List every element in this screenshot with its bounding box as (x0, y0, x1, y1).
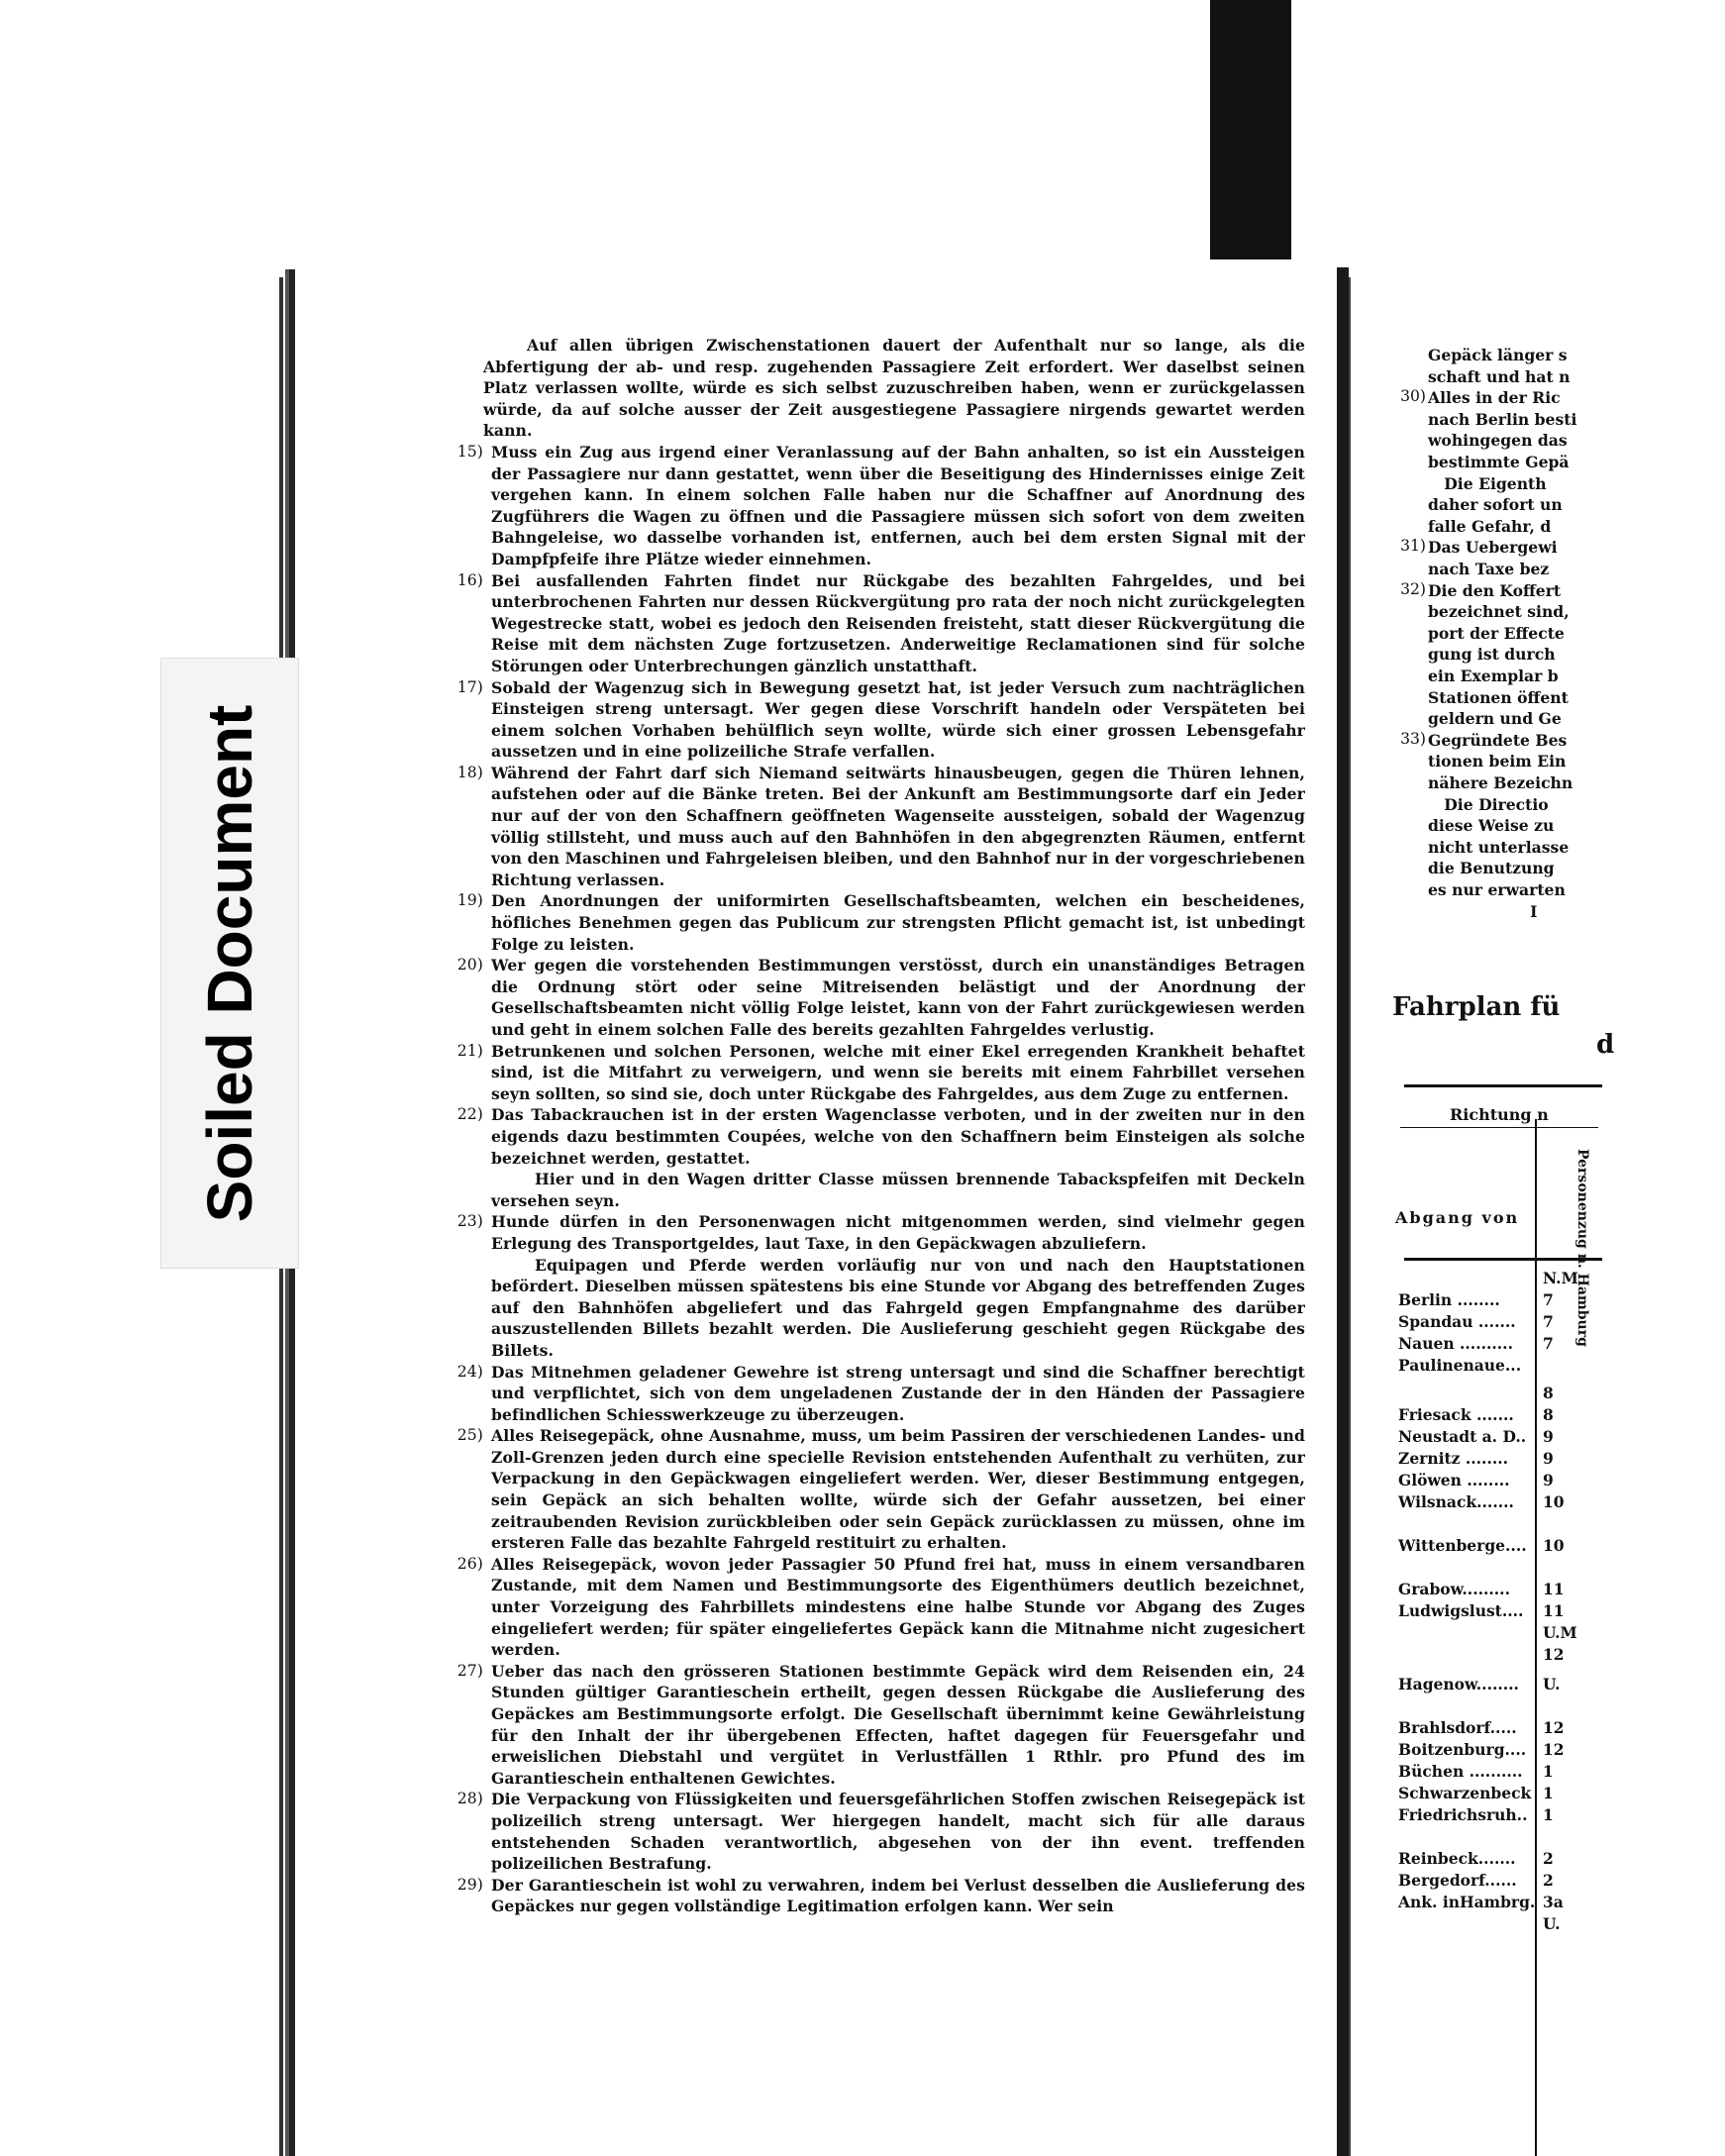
right-page-line: Die Eigenth (1428, 473, 1547, 493)
regulation-text: Den Anordnungen der uniformirten Gesellschaftsbeamten, welchen ein bescheidenes, höfliches Benehmen gegen das Publicum zur strengsten Pflicht gemacht ist, ist unbedingt Folge zu leisten. (491, 891, 1305, 954)
regulation-number: 24) (457, 1362, 483, 1381)
station-name: Ludwigslust.... (1398, 1601, 1524, 1620)
table-top-rule (1404, 1084, 1602, 1087)
departure-time: 12 (1543, 1645, 1565, 1664)
regulation-item (457, 1425, 1305, 1554)
station-name: Ank. inHambrg. (1398, 1893, 1536, 1911)
table-column-divider (1535, 1119, 1537, 2156)
left-page (289, 269, 1343, 2156)
right-page-line: ein Exemplar b (1428, 667, 1559, 685)
regulation-item (457, 1789, 1305, 1874)
regulation-number: 27) (457, 1661, 483, 1680)
departure-time: 10 (1543, 1492, 1565, 1511)
soiled-document-stamp (160, 658, 299, 1269)
departure-time: 1 (1543, 1784, 1554, 1802)
station-name: Paulinenaue... (1398, 1356, 1522, 1375)
book-gutter (1337, 267, 1349, 2156)
right-page (1349, 277, 1615, 2156)
right-page-line: nach Taxe bez (1428, 560, 1550, 578)
departure-time: 9 (1543, 1427, 1554, 1446)
departure-label: Abgang von (1395, 1208, 1520, 1227)
regulations-list (457, 442, 1305, 1917)
station-name: Boitzenburg.... (1398, 1740, 1527, 1759)
departure-time: 12 (1543, 1740, 1565, 1759)
station-name: Nauen .......... (1398, 1334, 1513, 1353)
right-page-line: diese Weise zu (1428, 816, 1555, 836)
station-name: Zernitz ........ (1398, 1449, 1509, 1468)
departure-time: U.M (1543, 1623, 1577, 1642)
departure-time: 1 (1543, 1805, 1554, 1824)
station-name: Glöwen ........ (1398, 1471, 1510, 1489)
regulation-item (457, 1211, 1305, 1361)
departure-time: 11 (1543, 1601, 1565, 1620)
regulation-text: Muss ein Zug aus irgend einer Veranlassung auf der Bahn anhalten, so ist ein Aussteigen der Passagiere nur dann gestattet, wenn über die Beseitigung des Hindernisses einige Zeit vergehen kann. In einem solchen Falle haben nur die Schaffner auf Anordnung des Zugführers die Wagen zu öffnen und die Passagiere müssen sich sofort von dem zweiten Bahngeleise, wo dasselbe vorhanden ist, entfernen, auch bei dem ersten Signal mit der Dampfpfeife ihre Plätze wieder einnehmen. (491, 442, 1305, 568)
departure-time: 8 (1543, 1384, 1554, 1402)
book-spine-shadow (1210, 0, 1291, 259)
regulation-text: Alles Reisegepäck, wovon jeder Passagier 50 Pfund frei hat, muss in einem versandbaren Zustande, mit dem Namen und Bestimmungsorte des Eigenthümers deutlich bezeichnet, unter Vorzeigung des Fahrbillets mindestens eine halbe Stunde vor Abgang des Zuges eingeliefert werden; für später eingeliefertes Gepäck kann die Mitnahme nicht zugesichert werden. (491, 1554, 1305, 1660)
right-page-line: bestimmte Gepä (1428, 453, 1570, 471)
station-name: Hagenow........ (1398, 1675, 1519, 1694)
regulation-text: Betrunkenen und solchen Personen, welche mit einer Ekel erregenden Krankheit behaftet sind, ist die Mitfahrt zu verweigern, und wenn sie bereits mit einem Fahrbillet versehen seyn sollten, so sind sie, doch unter Rückgabe des Fahrgeldes, aus dem Zuge zu entfernen. (491, 1041, 1305, 1103)
departure-time: 2 (1543, 1849, 1554, 1868)
timetable-direction: Richtung n (1450, 1105, 1549, 1124)
regulation-number: 21) (457, 1041, 483, 1060)
regulation-number: 30) (1400, 387, 1426, 406)
right-page-line: die Benutzung (1428, 859, 1555, 878)
station-name: Grabow......... (1398, 1580, 1510, 1598)
regulation-number: 20) (457, 956, 483, 975)
regulation-item (457, 955, 1305, 1040)
regulation-text: Wer gegen die vorstehenden Bestimmungen verstösst, durch ein unanständiges Betragen die Ordnung stört oder seine Mitreisenden belästigt und der Anordnung der Gesellschaftsbeamten nicht völlig Folge leistet, kann von der Fahrt zurückgewiesen werden und geht in einem solchen Falle des bereits gezahlten Fahrgeldes verlustig. (491, 956, 1305, 1039)
regulation-item (457, 1041, 1305, 1105)
departure-time: 10 (1543, 1536, 1565, 1555)
right-page-line: I (1428, 901, 1538, 921)
regulation-number: 16) (457, 570, 483, 589)
regulation-number: 32) (1400, 579, 1426, 598)
right-page-line: geldern und Ge (1428, 709, 1562, 729)
regulation-item (457, 1661, 1305, 1790)
table-header-rule (1400, 1127, 1598, 1128)
right-page-line: nähere Bezeichn (1428, 773, 1573, 792)
regulation-number: 18) (457, 763, 483, 781)
departure-time: 9 (1543, 1449, 1554, 1468)
column-header-train: Personenzug n. Hamburg (1574, 1149, 1590, 1347)
regulation-text: Das Tabackrauchen ist in der ersten Wagenclasse verboten, und in der zweiten nur in den eigends dazu bestimmten Coupées, welche von den Schaffnern beim Einsteigen als solche bezeichnet werden, gestattet. (491, 1105, 1305, 1168)
regulation-item (457, 1362, 1305, 1426)
regulation-text: Die Verpackung von Flüssigkeiten und feuersgefährlichen Stoffen zwischen Reisegepäck ist polizeilich streng untersagt. Wer hiergegen handelt, macht sich für alle daraus entstehenden Schaden verantwortlich, abgesehen von der ihn event. treffenden polizeilichen Bestrafung. (491, 1790, 1305, 1874)
regulation-number: 33) (1400, 729, 1426, 748)
regulation-item (457, 1104, 1305, 1211)
regulation-item (457, 890, 1305, 955)
regulation-number: 25) (457, 1426, 483, 1445)
departure-time: 2 (1543, 1871, 1554, 1890)
station-name: Reinbeck....... (1398, 1849, 1516, 1868)
regulation-number: 15) (457, 442, 483, 461)
timetable-title: Fahrplan fü (1392, 992, 1561, 1022)
regulation-number: 29) (457, 1875, 483, 1894)
regulation-number: 17) (457, 677, 483, 696)
right-page-line: es nur erwarten (1428, 880, 1566, 899)
regulation-text: Sobald der Wagenzug sich in Bewegung gesetzt hat, ist jeder Versuch zum nachträglichen Einsteigen streng untersagt. Wer gegen diese Vorschrift handeln oder Verspäteten bei einem solchen Vorhaben behülflich seyn wollte, würde sich einer grossen Lebensgefahr aussetzen und in eine polizeiliche Strafe verfallen. (491, 677, 1305, 762)
station-name: Neustadt a. D.. (1398, 1427, 1527, 1446)
regulation-item (457, 1554, 1305, 1661)
regulation-item (457, 1875, 1305, 1917)
regulation-text: Hunde dürfen in den Personenwagen nicht mitgenommen werden, sind vielmehr gegen Erlegung des Transportgeldes, laut Taxe, in den Gepäckwagen abzuliefern. (491, 1212, 1305, 1253)
regulation-text: Während der Fahrt darf sich Niemand seitwärts hinausbeugen, gegen die Thüren lehnen, aufstehen oder auf die Bänke treten. Bei der Ankunft am Bestimmungsorte darf ein Jeder nur auf der von den Schaffnern geöffneten Wagenseite aussteigen, sobald der Wagenzug völlig stillsteht, und muss auch auf den Bahnhöfen in den abgegrenzten Räumen, entfernt von den Maschinen und Fahrgeleisen bleiben, und den Bahnhof nur in der vorgeschriebenen Richtung verlassen. (491, 763, 1305, 889)
departure-time: U. (1543, 1675, 1561, 1694)
right-page-line: daher sofort un (1428, 495, 1563, 515)
right-page-line: Das Uebergewi (1428, 538, 1558, 558)
regulation-text: Der Garantieschein ist wohl zu verwahren, indem bei Verlust desselben die Auslieferung des Gepäckes nur gegen vollständige Legitimation erfolgen kann. Wer sein (491, 1875, 1305, 1916)
regulation-number: 22) (457, 1105, 483, 1124)
station-name: Bergedorf...... (1398, 1871, 1517, 1890)
left-page-text (457, 335, 1305, 1917)
right-page-line: Gegründete Bes (1428, 730, 1568, 750)
departure-time: N.M (1543, 1269, 1578, 1287)
departure-time: 11 (1543, 1580, 1565, 1598)
regulation-number: 23) (457, 1212, 483, 1231)
right-page-line: Gepäck länger s (1428, 346, 1568, 364)
departure-time: 8 (1543, 1405, 1554, 1424)
right-page-line: tionen beim Ein (1428, 752, 1567, 771)
right-page-line: gung ist durch (1428, 645, 1556, 665)
regulation-number: 31) (1400, 537, 1426, 556)
station-name: Wilsnack....... (1398, 1492, 1514, 1511)
right-page-line: nach Berlin besti (1428, 409, 1577, 429)
right-page-line: port der Effecte (1428, 623, 1565, 643)
regulation-subparagraph: Equipagen und Pferde werden vorläufig nur von und nach den Hauptstationen befördert. Dieselben müssen spätestens bis eine Stunde vor Abgang des betreffenden Zuges auf den Bahnhöfen abgeliefert und das Fahrgeld gegen Empfangnahme des darüber auszustellenden Billets bezahlt werden. Die Auslieferung geschieht gegen Rückgabe des Billets. (491, 1255, 1305, 1360)
departure-time: 7 (1543, 1290, 1554, 1309)
right-page-line: Alles in der Ric (1428, 388, 1561, 408)
regulation-number: 26) (457, 1554, 483, 1573)
regulation-text: Das Mitnehmen geladener Gewehre ist streng untersagt und sind die Schaffner berechtigt und verpflichtet, sich von dem ungeladenen Zustande der in den Händen der Passagiere befindlichen Schiesswerkzeuge zu überzeugen. (491, 1362, 1305, 1424)
departure-time: 7 (1543, 1312, 1554, 1331)
station-name: Friedrichsruh.. (1398, 1805, 1528, 1824)
departure-time: U. (1543, 1914, 1561, 1933)
departure-time: 3a (1543, 1893, 1564, 1911)
station-name: Wittenberge.... (1398, 1536, 1527, 1555)
station-name: Brahlsdorf..... (1398, 1718, 1517, 1737)
departure-time: 1 (1543, 1762, 1554, 1781)
timetable-title-line2: d (1596, 1030, 1615, 1060)
regulation-item (457, 442, 1305, 570)
regulation-number: 19) (457, 891, 483, 910)
right-page-line: schaft und hat n (1428, 366, 1571, 386)
departure-time: 7 (1543, 1334, 1554, 1353)
departure-time: 12 (1543, 1718, 1565, 1737)
right-page-line: Die Directio (1428, 794, 1549, 814)
table-body-rule (1404, 1258, 1602, 1261)
right-page-line: nicht unterlasse (1428, 837, 1570, 857)
intro-paragraph: Auf allen übrigen Zwischenstationen dauert der Aufenthalt nur so lange, als die Abfertigung der ab- und resp. zugehenden Passagiere Zeit erfordert. Wer daselbst seinen Platz verlassen wollte, würde es sich selbst zuzuschreiben haben, wenn er zurückgelassen würde, da auf solche ausser der Zeit ausgestiegene Passagiere nirgends gewartet werden kann. (483, 336, 1305, 441)
station-name: Schwarzenbeck (1398, 1784, 1532, 1802)
regulation-item (457, 570, 1305, 677)
station-name: Spandau ....... (1398, 1312, 1516, 1331)
regulation-number: 28) (457, 1790, 483, 1808)
right-page-line: Stationen öffent (1428, 687, 1569, 707)
regulation-item (457, 677, 1305, 763)
regulation-subparagraph: Hier und in den Wagen dritter Classe müssen brennende Tabackspfeifen mit Deckeln versehen seyn. (491, 1170, 1305, 1210)
right-page-line: falle Gefahr, d (1428, 516, 1552, 536)
right-page-line: Die den Koffert (1428, 580, 1562, 600)
regulation-text: Bei ausfallenden Fahrten findet nur Rückgabe des bezahlten Fahrgeldes, und bei unterbrochenen Fahrten nur dessen Rückvergütung pro rata der noch nicht zurückgelegten Wegestrecke statt, wobei es jedoch den Reisenden freisteht, statt dieser Rückvergütung die Reise mit dem nächsten Zuge fortzusetzen. Anderweitige Reclamationen sind für solche Störungen oder Unterbrechungen gänzlich unstatthaft. (491, 570, 1305, 675)
right-page-line: bezeichnet sind, (1428, 602, 1570, 622)
regulation-text: Ueber das nach den grösseren Stationen bestimmte Gepäck wird dem Reisenden ein, 24 Stunden gültiger Garantieschein ertheilt, gegen dessen Rückgabe die Auslieferung des Gepäckes am Bestimmungsorte erfolgt. Die Gesellschaft übernimmt keine Gewährleistung für den Inhalt der ihr übergebenen Effecten, haftet dagegen für Feuersgefahr und erweislichen Diebstahl und vergütet in Verlustfällen 1 Rthlr. pro Pfund des im Garantieschein enthaltenen Gewichtes. (491, 1661, 1305, 1788)
right-page-line: wohingegen das (1428, 431, 1568, 451)
regulation-item (457, 763, 1305, 891)
station-name: Büchen .......... (1398, 1762, 1523, 1781)
station-name: Friesack ....... (1398, 1405, 1514, 1424)
station-name: Berlin ........ (1398, 1290, 1500, 1309)
departure-time: 9 (1543, 1471, 1554, 1489)
regulation-text: Alles Reisegepäck, ohne Ausnahme, muss, um beim Passiren der verschiedenen Landes- und Zoll-Grenzen jeden durch eine specielle Revision entstehenden Aufenthalt zu verhüten, zur Verpackung in den Gepäckwagen eingeliefert werden. Wer, dieser Bestimmung entgegen, sein Gepäck an sich behalten wollte, würde sich der Gefahr aussetzen, bei einer zeitraubenden Revision zurückbleiben oder sein Gepäck zurücklassen zu müssen, ohne im ersteren Falle das bezahlte Fahrgeld restituirt zu erhalten. (491, 1426, 1305, 1553)
stamp-label: Soiled Document (194, 704, 265, 1222)
